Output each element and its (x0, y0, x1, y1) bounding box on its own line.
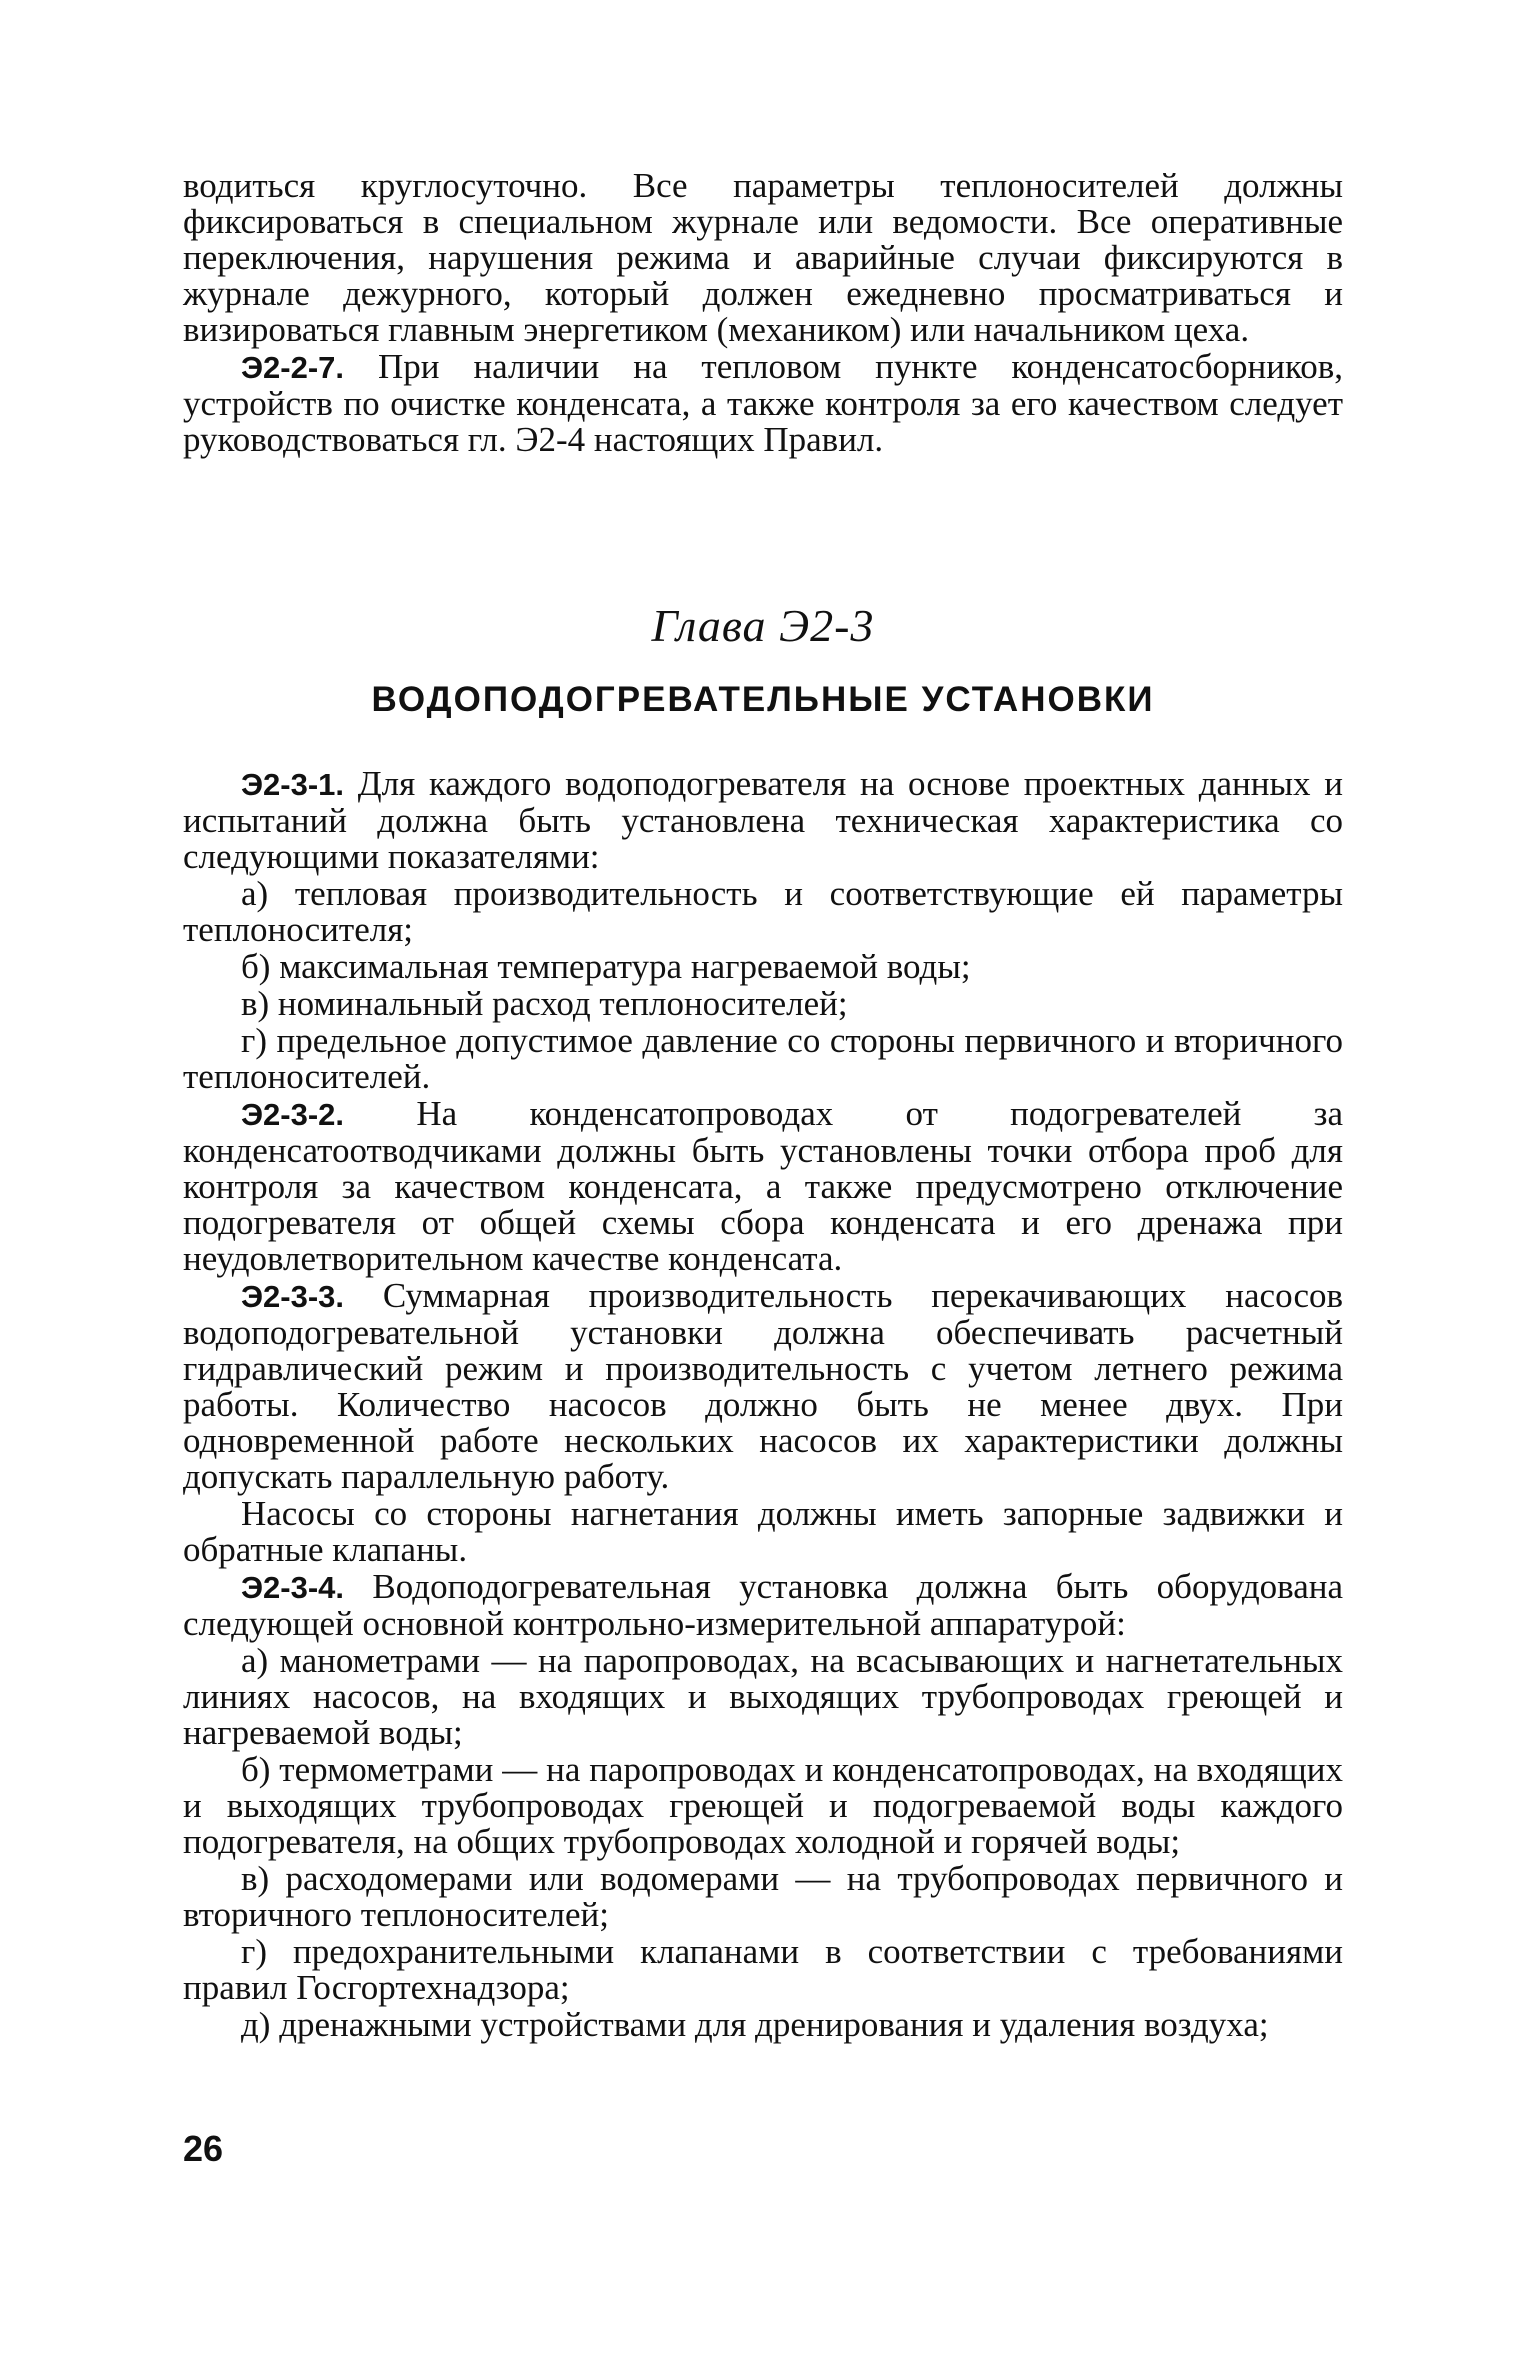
clause-e2-3-4 (183, 1569, 1343, 1642)
clause-text: Водоподогревательная установка должна быть оборудована следующей основной контрольно-измерительной аппаратурой: (183, 1567, 1343, 1643)
clause-number: Э2-3-1. (241, 767, 345, 802)
clause-text: Суммарная производительность перекачивающих насосов водоподогревательной установки должна обеспечивать расчетный гидравлический режим и производительность с учетом летнего режима работы. Количество насосов должно быть не менее двух. При одновременной работе нескольких насосов их характеристики должны допускать параллельную работу. (183, 1276, 1343, 1496)
list-item: г) предохранительными клапанами в соответствии с требованиями правил Госгортехнадзора; (183, 1932, 1343, 2007)
clause-e2-2-7 (183, 349, 1343, 458)
list-item: а) манометрами — на паропроводах, на всасывающих и нагнетательных линиях насосов, на входящих и выходящих трубопроводах греющей и нагреваемой воды; (183, 1641, 1343, 1752)
clause-text: При наличии на тепловом пункте конденсатосборников, устройств по очистке конденсата, а также контроля за его качеством следует руководствоваться гл. Э2-4 настоящих Правил. (183, 347, 1343, 459)
document-page (183, 168, 1343, 2044)
chapter-label: Глава Э2-3 (651, 600, 875, 651)
list-item: в) расходомерами или водомерами — на трубопроводах первичного и вторичного теплоносителей; (183, 1859, 1343, 1934)
chapter-title: ВОДОПОДОГРЕВАТЕЛЬНЫЕ УСТАНОВКИ (371, 680, 1155, 719)
page-number: 26 (183, 2128, 224, 2169)
list-item: в) номинальный расход теплоносителей; (241, 984, 848, 1023)
clause-e2-3-1 (183, 766, 1343, 875)
list-item: б) термометрами — на паропроводах и конденсатопроводах, на входящих и выходящих трубопроводах греющей и подогреваемой воды каждого подогревателя, на общих трубопроводах холодной и горячей воды; (183, 1750, 1343, 1861)
clause-e2-3-3 (183, 1278, 1343, 1495)
clause-number: Э2-3-4. (241, 1570, 345, 1605)
intro-paragraph: водиться круглосуточно. Все параметры теплоносителей должны фиксироваться в специальном журнале или ведомости. Все оперативные переключения, нарушения режима и аварийные случаи фиксируются в журнале дежурного, который должен ежедневно просматриваться и визироваться главным энергетиком (механиком) или начальником цеха. (183, 166, 1343, 349)
list-item: а) тепловая производительность и соответствующие ей параметры теплоносителя; (183, 874, 1343, 949)
clause-text: На конденсатопроводах от подогревателей за конденсатоотводчиками должны быть установлены точки отбора проб для контроля за качеством конденсата, а также предусмотрено отключение подогревателя от общей схемы сбора конденсата и его дренажа при неудовлетворительном качестве конденсата. (183, 1094, 1343, 1278)
list-item: г) предельное допустимое давление со стороны первичного и вторичного теплоносителей. (183, 1021, 1343, 1096)
clause-number: Э2-3-3. (241, 1279, 345, 1314)
clause-number: Э2-2-7. (241, 350, 345, 385)
list-item: д) дренажными устройствами для дренирования и удаления воздуха; (241, 2005, 1269, 2044)
clause-paragraph: Насосы со стороны нагнетания должны иметь запорные задвижки и обратные клапаны. (183, 1494, 1343, 1569)
list-item: б) максимальная температура нагреваемой воды; (241, 947, 971, 986)
clause-number: Э2-3-2. (241, 1097, 345, 1132)
clause-e2-3-2 (183, 1096, 1343, 1277)
clause-text: Для каждого водоподогревателя на основе проектных данных и испытаний должна быть установлена техническая характеристика со следующими показателями: (183, 764, 1343, 876)
